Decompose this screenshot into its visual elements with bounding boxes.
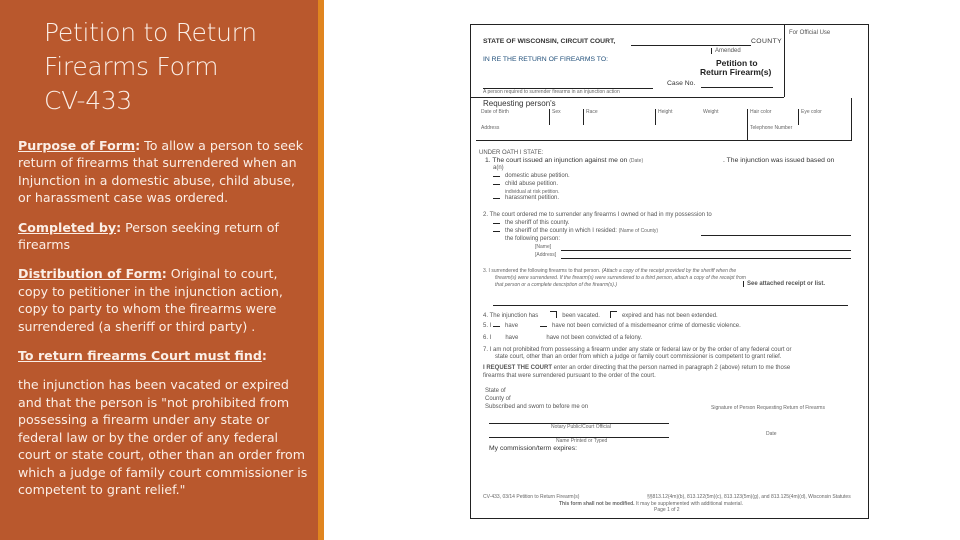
footer-page: Page 1 of 2 xyxy=(654,507,680,513)
option-label: harassment petition. xyxy=(505,195,560,201)
field-divider xyxy=(583,109,584,125)
under-oath-heading: UNDER OATH I STATE: xyxy=(479,150,544,156)
completed-by-section xyxy=(18,219,310,254)
have-not: have not xyxy=(552,323,576,329)
item-6-lead: 6. I xyxy=(483,335,492,341)
state-of: State of xyxy=(485,388,506,394)
footer-left: CV-433, 03/14 Petition to Return Firearm(s) xyxy=(483,494,580,500)
requesting-heading: Requesting person's xyxy=(483,99,556,108)
item-1-option-3: individual at risk petition. xyxy=(505,189,560,195)
blank-checkbox xyxy=(493,326,500,327)
checkbox xyxy=(610,311,617,318)
court-must-find-section xyxy=(18,347,310,364)
purpose-text: To allow a person to seek return of firearms that surrendered when an Injunction in a domestic abuse, child abuse, or harassment case was ordered. xyxy=(18,138,304,206)
request-line-2: firearms that were surrendered pursuant to the order of the court. xyxy=(483,373,656,379)
field-height: Height xyxy=(658,109,673,115)
field-dob: Date of Birth xyxy=(481,109,509,115)
field-hair: Hair color xyxy=(750,109,772,115)
name-blank-line xyxy=(561,250,851,251)
request-line-1 xyxy=(483,365,790,371)
blank-checkbox xyxy=(493,184,500,185)
official-use-divider xyxy=(784,25,785,97)
left-info-panel xyxy=(0,0,318,540)
blank-checkbox xyxy=(493,231,500,232)
field-divider xyxy=(747,109,748,141)
caption-note: A person required to surrender firearms in an injunction action xyxy=(483,89,620,95)
distribution-label: Distribution of Form xyxy=(18,266,162,282)
item-3-lead: 3. I surrendered the following firearms to that person. xyxy=(483,268,601,274)
distribution-text: Original to court, copy to petitioner in the injunction action, copy to party to whom the firearms were surrendered (a sheriff or third party) . xyxy=(18,266,283,334)
field-race: Race xyxy=(586,109,598,115)
have: have xyxy=(505,323,519,329)
title-line-3: CV-433 xyxy=(44,86,133,115)
form-title-1: Petition to xyxy=(716,58,758,68)
case-no-label: Case No. xyxy=(667,80,696,87)
county-of: County of xyxy=(485,396,511,402)
colon: : xyxy=(261,348,267,364)
option-label: domestic abuse petition. xyxy=(505,173,570,179)
blank-checkbox xyxy=(493,176,500,177)
item-1-tail: . The injunction was issued based on xyxy=(723,157,835,164)
item-5 xyxy=(483,323,741,329)
footer-notice xyxy=(559,501,743,507)
commission-expires: My commission/term expires: xyxy=(489,445,577,452)
item-4-opt-1: been vacated. xyxy=(562,313,600,319)
form-cv-433-image xyxy=(470,24,869,519)
have: have xyxy=(505,335,519,341)
completed-by-text: Person seeking return of firearms xyxy=(18,219,279,253)
item-3-line-1 xyxy=(483,268,736,274)
field-divider xyxy=(549,109,550,125)
option-label: child abuse petition. xyxy=(505,181,559,187)
notice-text: It may be supplemented with additional material. xyxy=(634,501,743,507)
blank-checkbox xyxy=(493,223,500,224)
address-blank-line xyxy=(561,258,851,259)
item-2-text: 2. The court ordered me to surrender any firearms I owned or had in my possession to xyxy=(483,212,712,218)
blank-checkbox xyxy=(540,326,547,327)
field-weight: Weight xyxy=(703,109,719,115)
case-no-blank xyxy=(701,87,773,88)
item-2-option-3: the following person: xyxy=(505,236,561,242)
county-hint: (Name of County) xyxy=(618,228,659,234)
have-not: have not xyxy=(546,335,570,341)
completed-by-label: Completed by xyxy=(18,219,117,235)
item-4 xyxy=(483,311,718,319)
item-6 xyxy=(483,335,642,341)
option-label: the sheriff of the county in which I resided: xyxy=(505,228,617,234)
title-line-1: Petition to Return xyxy=(44,18,257,47)
court-findings-text: the injunction has been vacated or expired and that the person is "not prohibited from possessing a firearm under any state or federal law or by the order of any federal court or state court, other than an order from which a judge of family court commissioner is competent to grant relief." xyxy=(18,377,308,497)
request-text: enter an order directing that the person named in paragraph 2 (above) return to me those xyxy=(552,365,791,371)
item-1-a: a(n) xyxy=(493,165,504,171)
county-name-blank xyxy=(701,235,851,236)
item-1-option-2 xyxy=(493,181,558,187)
court-must-find-label: To return firearms Court must find xyxy=(18,348,262,364)
item-2-address-label: [Address] xyxy=(535,252,557,258)
footer-right: §§813.12(4m)(b), 813.122(5m)(c), 813.123(5m)(g), and 813.125(4m)(d), Wisconsin Statutes xyxy=(647,494,851,500)
item-1-option-4 xyxy=(493,195,559,201)
attached-receipt-checkbox: See attached receipt or list. xyxy=(743,281,825,287)
slide-title xyxy=(44,16,314,118)
accent-strip xyxy=(318,0,324,540)
item-2-option-2 xyxy=(493,228,658,234)
item-5-lead: 5. I xyxy=(483,323,492,329)
item-4-opt-2: expired and has not been extended. xyxy=(621,313,718,319)
item-5-tail: been convicted of a misdemeanor crime of domestic violence. xyxy=(576,323,741,329)
purpose-section xyxy=(18,137,310,207)
option-label: the sheriff of this county. xyxy=(505,220,570,226)
official-use-label: For Official Use xyxy=(789,30,831,36)
signature-caption: Signature of Person Requesting Return of Firearms xyxy=(711,405,825,411)
item-2-name-label: [Name] xyxy=(535,244,552,250)
item-7-line-2: state court, other than an order from which a judge or family court commissioner is competent to grant relief. xyxy=(495,354,782,360)
item-1-lead: 1. The court issued an injunction against me on xyxy=(485,157,628,164)
item-3-line-3: that person or a complete description of the firearm(s).) xyxy=(495,282,617,288)
item-1-option-1 xyxy=(493,173,570,179)
slide-content xyxy=(18,137,310,510)
field-divider xyxy=(655,109,656,125)
checkbox xyxy=(550,311,557,318)
field-telephone: Telephone Number xyxy=(750,125,793,131)
field-sex: Sex xyxy=(552,109,561,115)
item-3-blank-line xyxy=(493,305,848,306)
field-address: Address xyxy=(481,125,500,131)
court-line: STATE OF WISCONSIN, CIRCUIT COURT, xyxy=(483,38,616,45)
colon: : xyxy=(161,266,167,282)
item-4-lead: 4. The injunction has xyxy=(483,313,539,319)
county-blank xyxy=(631,45,751,46)
request-lead: I REQUEST THE COURT xyxy=(483,365,553,371)
in-re-label: IN RE THE RETURN OF FIREARMS TO: xyxy=(483,56,608,63)
blank-checkbox xyxy=(493,198,500,199)
colon: : xyxy=(116,219,122,235)
item-3-line-2: firearm(s) were surrendered. If the firearm(s) were surrendered to a third person, attach a copy of the receipt from xyxy=(495,275,746,281)
form-title-2: Return Firearm(s) xyxy=(700,67,772,77)
colon: : xyxy=(135,138,141,153)
county-label: COUNTY xyxy=(751,38,783,45)
amended-checkbox: Amended xyxy=(711,48,741,54)
date-caption: Date xyxy=(766,431,777,437)
name-caption: Name Printed or Typed xyxy=(556,438,608,444)
item-1-text xyxy=(485,157,643,164)
item-2-option-1 xyxy=(493,220,569,226)
item-1-date: (Date) xyxy=(629,158,644,164)
item-6-tail: been convicted of a felony. xyxy=(571,335,642,341)
notary-caption: Notary Public/Court Official xyxy=(551,424,611,430)
title-line-2: Firearms Form xyxy=(44,52,219,81)
field-divider xyxy=(798,109,799,125)
purpose-label: Purpose of Form xyxy=(18,138,136,153)
item-7-line-1: 7. I am not prohibited from possessing a firearm under any state or federal law or by the order of any federal court or xyxy=(483,347,792,353)
notice-bold: This form shall not be modified. xyxy=(559,501,635,507)
field-eye: Eye color xyxy=(801,109,822,115)
distribution-section xyxy=(18,265,310,335)
item-3-instr: (Attach a copy of the receipt provided by the sheriff when the xyxy=(601,268,737,274)
subscribed: Subscribed and sworn to before me on xyxy=(485,404,589,410)
